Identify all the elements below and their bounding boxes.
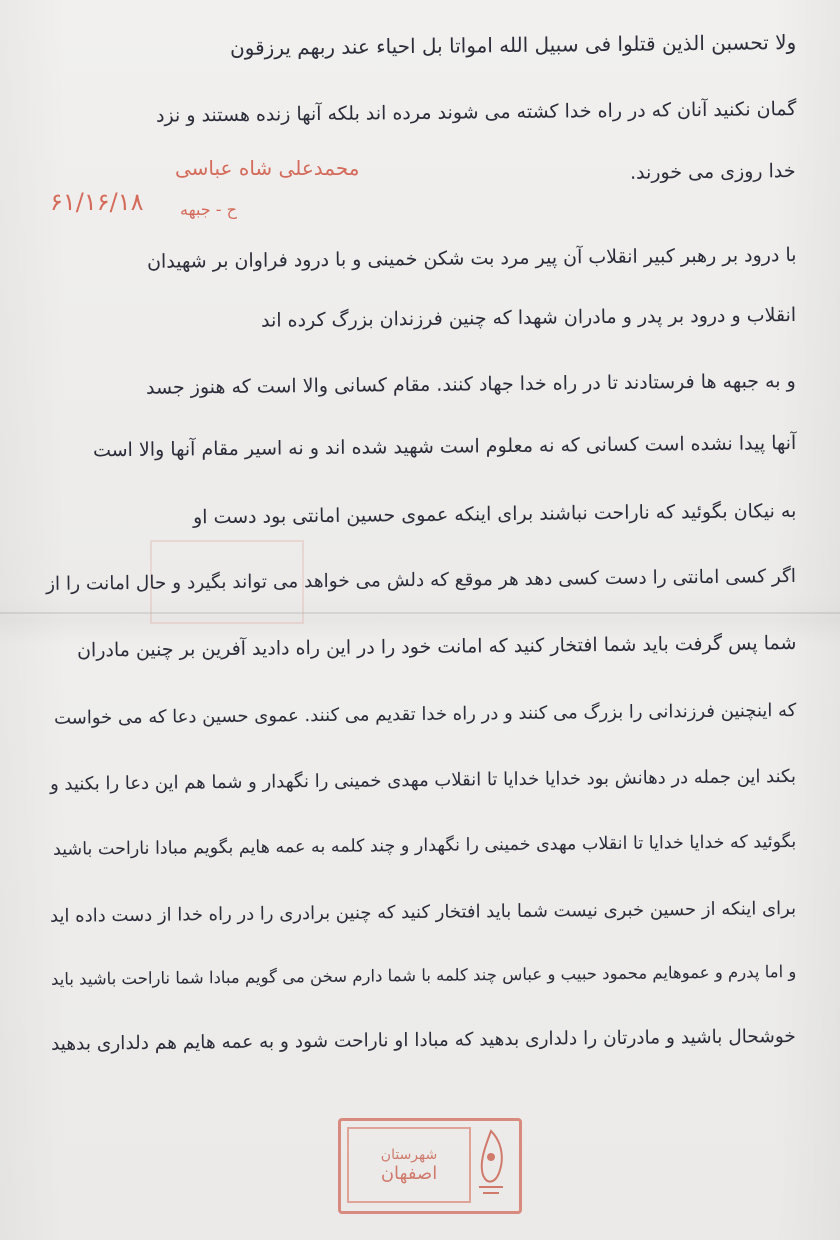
stamp-line-1: شهرستان (380, 1146, 438, 1163)
stamp-line-2: اصفهان (380, 1162, 438, 1184)
letter-line-1: ولا تحسبن الذین قتلوا فی سبیل الله امواتا بل احیاء عند ربهم یرزقون (229, 30, 797, 60)
letter-line-9: اگر کسی امانتی را دست کسی دهد هر موقع که دلش می خواهد می تواند بگیرد و حال امانت را از (45, 566, 797, 595)
letter-line-10: شما پس گرفت باید شما افتخار کنید که امانت خود را در این راه دادید آفرین بر چنین مادران (76, 632, 797, 662)
letter-line-2: گمان نکنید آنان که در راه خدا کشته می شوند مرده اند بلکه آنها زنده هستند و نزد (155, 98, 797, 127)
letter-line-8: به نیکان بگوئید که ناراحت نباشند برای اینکه عموی حسین امانتی بود دست او (192, 500, 797, 529)
letter-line-15: و اما پدرم و عموهایم محمود حبیب و عباس چند کلمه با شما دارم سخن می گویم مبادا شما ناراحت باشید باید (50, 962, 797, 989)
paper-fold-line (0, 612, 840, 614)
letter-line-5: انقلاب و درود بر پدر و مادران شهدا که چنین فرزندان بزرگ کرده اند (260, 304, 797, 332)
annotation-number: ۶۱/۱۶/۱۸ (50, 188, 144, 216)
letter-line-13: بگوئید که خدایا خدایا تا انقلاب مهدی خمینی را نگهدار و چند کلمه به عمه هایم بگویم مبادا ناراحت باشید (52, 832, 797, 860)
letter-line-16: خوشحال باشید و مادرتان را دلداری بدهید که مبادا او ناراحت شود و به عمه هایم هم دلداری بدهید (51, 1026, 797, 1055)
letter-line-12: بکند این جمله در دهانش بود خدایا خدایا تا انقلاب مهدی خمینی را نگهدار و شما هم این دعا را بکنید و (49, 766, 797, 795)
letter-line-14: برای اینکه از حسین خبری نیست شما باید افتخار کنید که چنین برادری را در راه خدا از دست داده اید (49, 898, 797, 927)
letter-line-4: با درود بر رهبر کبیر انقلاب آن پیر مرد بت شکن خمینی و با درود فراوان بر شهیدان (146, 244, 797, 273)
annotation-name: محمدعلی شاه عباسی (175, 156, 360, 180)
letter-line-6: و به جبهه ها فرستادند تا در راه خدا جهاد کنند. مقام کسانی والا است که هنوز جسد (146, 370, 797, 399)
annotation-sub: ح - جبهه (180, 200, 237, 219)
letter-line-3: خدا روزی می خورند. (630, 160, 797, 184)
stamp-text-box (347, 1127, 471, 1203)
letter-line-11: که اینچنین فرزندانی را بزرگ می کنند و در راه خدا تقدیم می کنند. عموی حسین دعا که می خواست (53, 700, 797, 729)
official-stamp (338, 1118, 522, 1214)
letter-line-7: آنها پیدا نشده است کسانی که نه معلوم است شهید شده اند و نه اسیر مقام آنها والا است (92, 432, 797, 462)
emblem-icon (471, 1127, 511, 1199)
